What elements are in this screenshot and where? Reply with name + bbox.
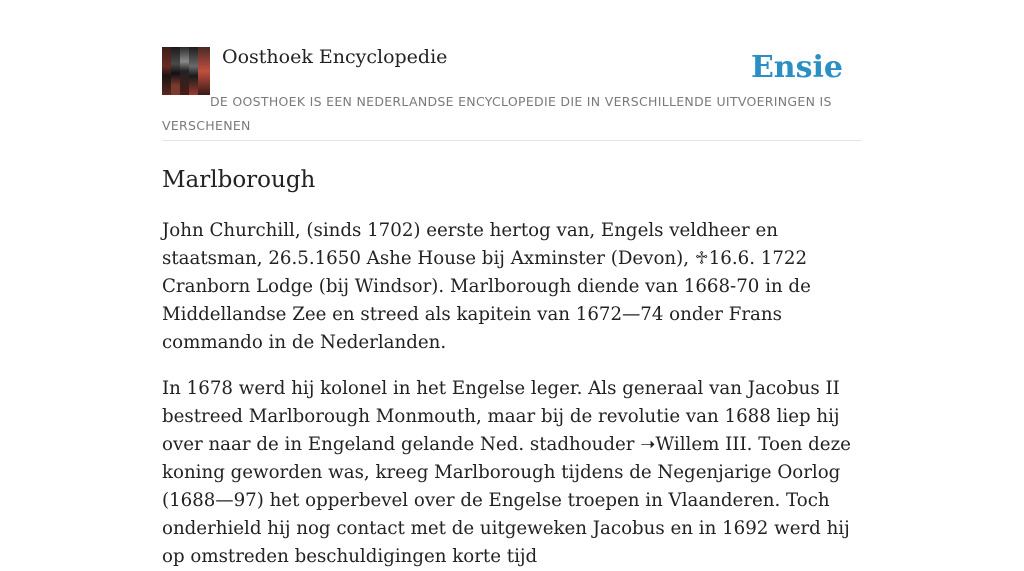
site-tagline: DE OOSTHOEK IS EEN NEDERLANDSE ENCYCLOPEDIE DIE IN VERSCHILLENDE UITVOERINGEN IS VERSCHENEN — [162, 94, 832, 133]
article-paragraph-1: John Churchill, (sinds 1702) eerste hertog van, Engels veldheer en staatsman, 26.5.1650 Ashe House bij Axminster (Devon), ♱16.6. 1722 Cranborn Lodge (bij Windsor). Marlborough diende van 1668-70 in de Middellandse Zee en streed als kapitein van 1672—74 onder Frans commando in de Nederlanden. — [162, 220, 811, 353]
article-title: Marlborough — [162, 167, 316, 193]
site-name-link[interactable]: Oosthoek Encyclopedie — [222, 46, 448, 68]
content-container — [162, 0, 862, 571]
article-paragraph-2: In 1678 werd hij kolonel in het Engelse leger. Als generaal van Jacobus II bestreed Marlborough Monmouth, maar bij de revolutie van 1688 liep hij over naar de in Engeland gelande Ned. stadhouder ➝Willem III. Toen deze koning geworden was, kreeg Marlborough tijdens de Negenjarige Oorlog (1688—97) het opperbevel over de Engelse troepen in Vlaanderen. Toch onderhield hij nog contact met de uitgeweken Jacobus en in 1692 werd hij op omstreden beschuldigingen korte tijd — [162, 378, 851, 567]
encyclopedia-avatar[interactable] — [162, 47, 210, 95]
site-header — [162, 0, 862, 141]
brand-logo-link[interactable]: Ensie — [750, 50, 843, 85]
